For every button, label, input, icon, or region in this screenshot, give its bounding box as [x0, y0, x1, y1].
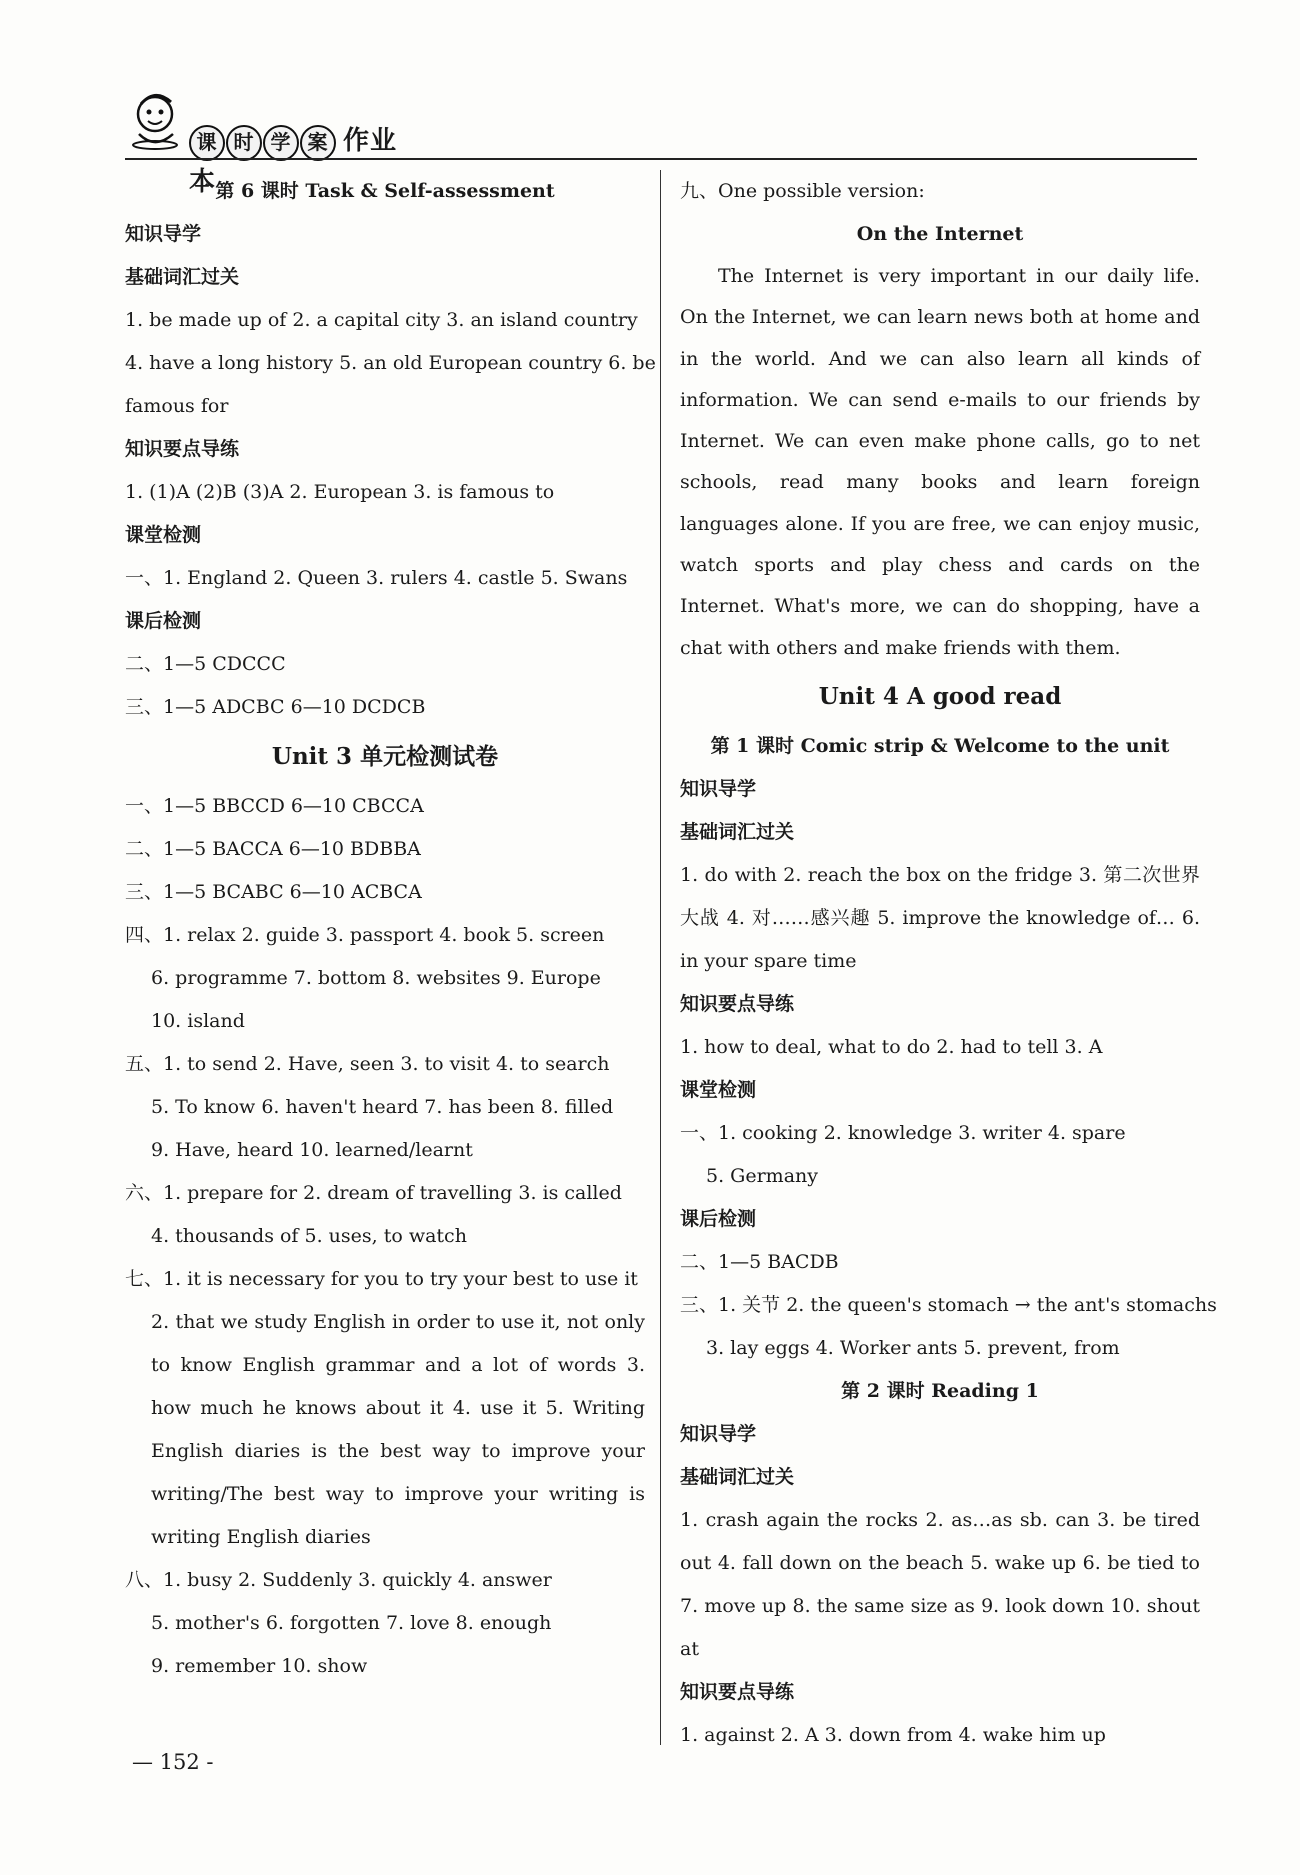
- answer-line: 5. To know 6. haven't heard 7. has been 8. filled: [151, 1096, 614, 1118]
- unit-3-test-title: Unit 3 单元检测试卷: [271, 743, 499, 770]
- section-heading: 课后检测: [125, 610, 202, 632]
- answer-paragraph: 1. crash again the rocks 2. as…as sb. can 3. be tired out 4. fall down on the beach 5. wake up 6. be tied to 7. move up 8. the same size as 9. look down 10. shout at: [680, 1508, 1200, 1660]
- answer-line: 三、1. 关节 2. the queen's stomach → the ant's stomachs: [680, 1293, 1217, 1316]
- answer-line: 9. remember 10. show: [151, 1655, 368, 1677]
- answer-line: 九、One possible version:: [680, 180, 925, 202]
- answer-line: 八、1. busy 2. Suddenly 3. quickly 4. answer: [125, 1569, 552, 1591]
- lesson-6-title: 第 6 课时 Task & Self-assessment: [215, 180, 555, 202]
- answer-line: 5. Germany: [706, 1164, 818, 1187]
- answer-line: 一、1. England 2. Queen 3. rulers 4. castle 5. Swans: [125, 567, 628, 589]
- lesson-1-title: 第 1 课时 Comic strip & Welcome to the unit: [710, 734, 1170, 757]
- logo-bubble: 时: [226, 125, 262, 161]
- section-heading: 知识导学: [680, 777, 757, 800]
- section-heading: 知识要点导练: [680, 992, 795, 1015]
- header-rule: [125, 158, 1197, 160]
- logo-tail: 作业本: [189, 126, 398, 197]
- answer-line: 二、1—5 BACDB: [680, 1250, 839, 1273]
- section-heading: 课堂检测: [680, 1078, 757, 1101]
- section-heading: 知识要点导练: [125, 438, 240, 460]
- answer-line: 一、1. cooking 2. knowledge 3. writer 4. spare: [680, 1121, 1126, 1144]
- book-header: [125, 90, 405, 197]
- answer-line: 1. how to deal, what to do 2. had to tell 3. A: [680, 1035, 1103, 1058]
- essay-body: The Internet is very important in our daily life. On the Internet, we can learn news both at home and in the world. And we can also learn all kinds of information. We can send e-mails to our friends by Internet. We can even make phone calls, go to net schools, read many books and learn foreign languages alone. If you are free, we can enjoy music, watch sports and play chess and cards on the Internet. What's more, we can do shopping, have a chat with others and make friends with them.: [680, 265, 1200, 659]
- logo-bubble: 课: [189, 125, 225, 161]
- section-heading: 基础词汇过关: [680, 820, 795, 843]
- left-column: [125, 170, 656, 1688]
- unit-4-title: Unit 4 A good read: [818, 682, 1062, 710]
- answer-line: 六、1. prepare for 2. dream of travelling 3. is called: [125, 1182, 622, 1204]
- answer-line: 三、1—5 ADCBC 6—10 DCDCB: [125, 696, 426, 718]
- answer-line: 4. thousands of 5. uses, to watch: [151, 1225, 467, 1247]
- answer-line: famous for: [125, 395, 229, 417]
- section-heading: 知识导学: [680, 1422, 757, 1445]
- page-number: — 152 -: [132, 1750, 214, 1774]
- answer-paragraph: 2. that we study English in order to use it, not only to know English grammar and a lot of words 3. how much he knows about it 4. use it 5. Writing English diaries is the best way to improve your writing/The best way to improve your writing is writing English diaries: [151, 1311, 645, 1548]
- mascot-icon: [125, 90, 187, 152]
- section-heading: 知识导学: [125, 223, 202, 245]
- section-heading: 课后检测: [680, 1207, 757, 1230]
- answer-line: 1. (1)A (2)B (3)A 2. European 3. is famous to: [125, 481, 555, 503]
- answer-line: 5. mother's 6. forgotten 7. love 8. enough: [151, 1612, 552, 1634]
- right-column: [680, 170, 1217, 1757]
- logo-bubble: 学: [263, 125, 299, 161]
- answer-line: 七、1. it is necessary for you to try your best to use it: [125, 1268, 638, 1290]
- answer-line: 1. be made up of 2. a capital city 3. an island country: [125, 309, 638, 331]
- answer-line: 一、1—5 BBCCD 6—10 CBCCA: [125, 795, 424, 817]
- section-heading: 知识要点导练: [680, 1680, 795, 1703]
- answer-line: 二、1—5 CDCCC: [125, 653, 286, 675]
- section-heading: 基础词汇过关: [125, 266, 240, 288]
- logo-bubble: 案: [300, 125, 336, 161]
- section-heading: 课堂检测: [125, 524, 202, 546]
- column-divider: [660, 170, 661, 1745]
- answer-line: 二、1—5 BACCA 6—10 BDBBA: [125, 838, 421, 860]
- lesson-2-title: 第 2 课时 Reading 1: [841, 1379, 1039, 1402]
- answer-line: 4. have a long history 5. an old European country 6. be: [125, 352, 656, 374]
- answer-line: 五、1. to send 2. Have, seen 3. to visit 4. to search: [125, 1053, 610, 1075]
- answer-line: 四、1. relax 2. guide 3. passport 4. book 5. screen: [125, 924, 605, 946]
- answer-line: 6. programme 7. bottom 8. websites 9. Europe: [151, 967, 601, 989]
- answer-line: 3. lay eggs 4. Worker ants 5. prevent, from: [706, 1336, 1120, 1359]
- answer-line: 1. against 2. A 3. down from 4. wake him up: [680, 1723, 1106, 1746]
- answer-line: 10. island: [151, 1010, 245, 1032]
- section-heading: 基础词汇过关: [680, 1465, 795, 1488]
- answer-line: 三、1—5 BCABC 6—10 ACBCA: [125, 881, 422, 903]
- essay-title: On the Internet: [856, 223, 1024, 245]
- answer-paragraph: 1. do with 2. reach the box on the fridge 3. 第二次世界大战 4. 对……感兴趣 5. improve the knowledge of… 6. in your spare time: [680, 863, 1200, 972]
- answer-line: 9. Have, heard 10. learned/learnt: [151, 1139, 473, 1161]
